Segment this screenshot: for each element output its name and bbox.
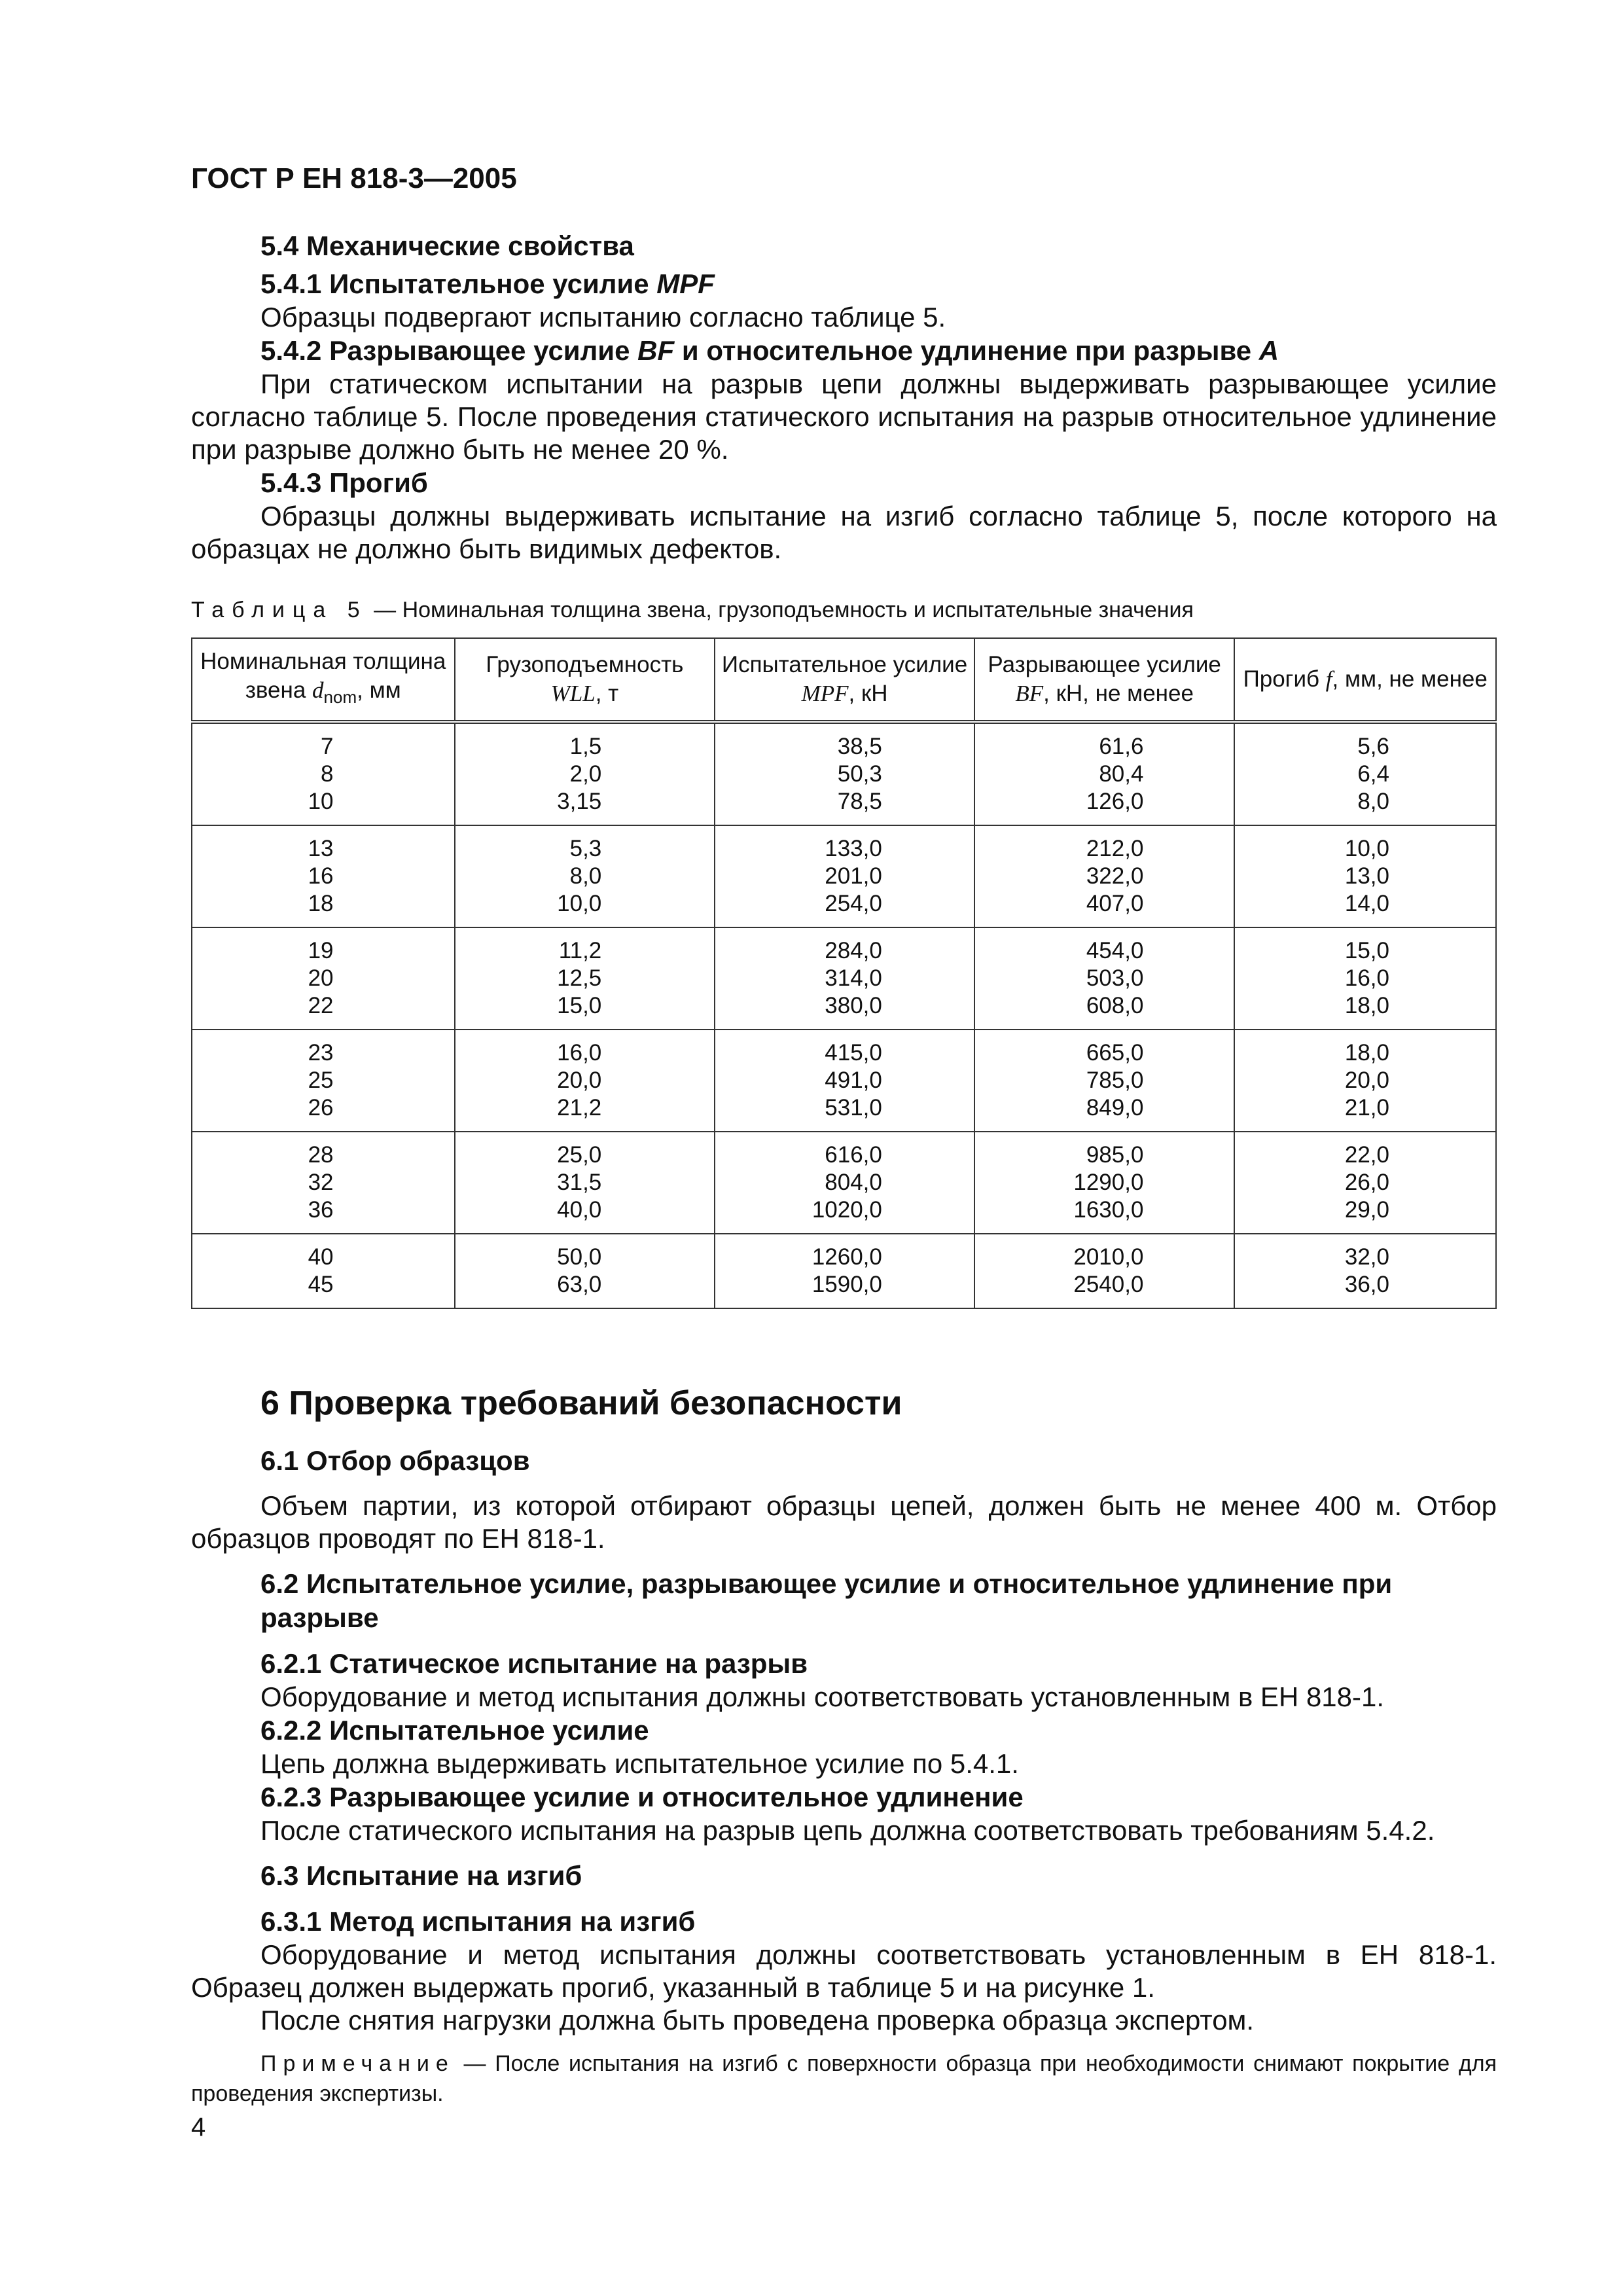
table-value: 36,0 [1344, 1272, 1389, 1297]
table-cell-d [192, 722, 455, 825]
table-value: 380,0 [825, 993, 882, 1018]
table-value: 11,2 [558, 938, 602, 963]
header-wll: Грузоподъемность WLL, т [455, 638, 715, 722]
table-value: 8 [321, 761, 334, 787]
table-value: 20,0 [557, 1067, 602, 1093]
section-6-3-title: 6.3 Испытание на изгиб [260, 1860, 582, 1891]
table-value: 21,0 [1344, 1095, 1389, 1121]
table-value: 804,0 [825, 1170, 882, 1195]
table-value: 40 [308, 1244, 334, 1270]
table-value: 25 [308, 1067, 334, 1093]
table-value: 63,0 [557, 1272, 602, 1297]
table-value: 1290,0 [1073, 1170, 1144, 1195]
table-value: 22 [308, 993, 334, 1018]
table-value: 284,0 [825, 938, 882, 963]
table-cell-bf [974, 927, 1235, 1030]
section-6-2-1-title: 6.2.1 Статическое испытание на разрыв [260, 1648, 808, 1679]
table-value: 22,0 [1344, 1142, 1389, 1168]
table-value: 50,3 [837, 761, 882, 787]
table-value: 616,0 [825, 1142, 882, 1168]
table-value: 849,0 [1086, 1095, 1144, 1121]
table-cell-wll [455, 722, 715, 825]
table-cell-bf [974, 1132, 1235, 1234]
table-value: 503,0 [1086, 965, 1144, 991]
table-value: 13 [308, 836, 334, 861]
table-cell-mpf [715, 1234, 974, 1308]
table-5-caption: Таблица 5 — Номинальная толщина звена, грузоподъемность и испытательные значения [191, 598, 1194, 622]
table-value: 28 [308, 1142, 334, 1168]
table-value: 8,0 [1357, 789, 1389, 814]
table-cell-wll [455, 1030, 715, 1132]
table-value: 1630,0 [1073, 1197, 1144, 1223]
note: Примечание — После испытания на изгиб с поверхности образца при необходимости снимают покрытие для проведения экспертизы. [191, 2051, 1497, 2106]
header-mpf: Испытательное усилие MPF, кН [715, 638, 974, 722]
table-cell-d [192, 825, 455, 927]
table-row-group [192, 1030, 1496, 1132]
table-value: 985,0 [1086, 1142, 1144, 1168]
table-value: 785,0 [1086, 1067, 1144, 1093]
table-value: 5,3 [569, 836, 602, 861]
table-value: 16,0 [1344, 965, 1389, 991]
table-value: 201,0 [825, 863, 882, 889]
document-code-header: ГОСТ Р ЕН 818-3—2005 [191, 162, 517, 194]
table-value: 18 [308, 891, 334, 916]
table-cell-f [1234, 825, 1496, 927]
table-cell-wll [455, 825, 715, 927]
table-value: 14,0 [1344, 891, 1389, 916]
section-5-4-3-text: Образцы должны выдерживать испытание на изгиб согласно таблице 5, после которого на образцах не должно быть видимых дефектов. [191, 501, 1497, 564]
table-cell-mpf [715, 1132, 974, 1234]
table-cell-d [192, 1030, 455, 1132]
table-value: 18,0 [1344, 993, 1389, 1018]
table-cell-bf [974, 722, 1235, 825]
table-value: 415,0 [825, 1040, 882, 1066]
table-value: 2010,0 [1073, 1244, 1144, 1270]
table-value: 5,6 [1357, 734, 1389, 759]
table-cell-mpf [715, 927, 974, 1030]
section-6-2-title: 6.2 Испытательное усилие, разрывающее усилие и относительное удлинение при разрыве [260, 1568, 1393, 1633]
table-value: 133,0 [825, 836, 882, 861]
table-value: 61,6 [1099, 734, 1144, 759]
table-value: 23 [308, 1040, 334, 1066]
table-header-row [192, 638, 1496, 722]
section-5-4-2-text: При статическом испытании на разрыв цепи должны выдерживать разрывающее усилие согласно таблице 5. После проведения статического испытания на разрыв относительное удлинение при разрыве должно быть не менее 20 %. [191, 368, 1497, 465]
section-6-1-text: Объем партии, из которой отбирают образцы цепей, должен быть не менее 400 м. Отбор образцов проводят по ЕН 818-1. [191, 1490, 1497, 1554]
table-cell-f [1234, 722, 1496, 825]
table-value: 40,0 [557, 1197, 602, 1223]
header-bf: Разрывающее усилие BF, кН, не менее [974, 638, 1235, 722]
section-5-4-1-text: Образцы подвергают испытанию согласно таблице 5. [260, 302, 946, 332]
table-value: 78,5 [837, 789, 882, 814]
section-6-3-1-text-1: Оборудование и метод испытания должны соответствовать установленным в ЕН 818-1. Образец должен выдержать прогиб, указанный в таблице 5 и на рисунке 1. [191, 1939, 1497, 2003]
table-value: 50,0 [557, 1244, 602, 1270]
table-value: 531,0 [825, 1095, 882, 1121]
table-value: 16,0 [557, 1040, 602, 1066]
table-value: 665,0 [1086, 1040, 1144, 1066]
section-6-title: 6 Проверка требований безопасности [260, 1384, 902, 1422]
section-5-4-title: 5.4 Механические свойства [260, 230, 634, 261]
table-value: 7 [321, 734, 334, 759]
table-value: 212,0 [1086, 836, 1144, 861]
table-value: 126,0 [1086, 789, 1144, 814]
table-cell-f [1234, 1030, 1496, 1132]
table-value: 16 [308, 863, 334, 889]
table-value: 1020,0 [812, 1197, 882, 1223]
table-cell-mpf [715, 825, 974, 927]
table-cell-wll [455, 1132, 715, 1234]
table-value: 15,0 [1344, 938, 1389, 963]
table-value: 36 [308, 1197, 334, 1223]
section-5-4-3-title: 5.4.3 Прогиб [260, 467, 428, 498]
table-value: 608,0 [1086, 993, 1144, 1018]
table-value: 26,0 [1344, 1170, 1389, 1195]
table-cell-bf [974, 825, 1235, 927]
section-6-1-title: 6.1 Отбор образцов [260, 1445, 530, 1476]
table-row-group [192, 1132, 1496, 1234]
table-value: 10 [308, 789, 334, 814]
section-6-2-3-title: 6.2.3 Разрывающее усилие и относительное удлинение [260, 1782, 1024, 1812]
table-cell-wll [455, 1234, 715, 1308]
table-value: 20 [308, 965, 334, 991]
table-row-group [192, 825, 1496, 927]
table-row-group [192, 927, 1496, 1030]
table-value: 491,0 [825, 1067, 882, 1093]
table-cell-f [1234, 1234, 1496, 1308]
table-cell-f [1234, 1132, 1496, 1234]
table-value: 38,5 [837, 734, 882, 759]
table-value: 254,0 [825, 891, 882, 916]
table-value: 29,0 [1344, 1197, 1389, 1223]
table-value: 322,0 [1086, 863, 1144, 889]
table-value: 10,0 [1344, 836, 1389, 861]
table-row-group [192, 722, 1496, 825]
table-value: 6,4 [1357, 761, 1389, 787]
table-value: 32 [308, 1170, 334, 1195]
table-value: 19 [308, 938, 334, 963]
table-cell-bf [974, 1030, 1235, 1132]
table-value: 2540,0 [1073, 1272, 1144, 1297]
table-row-group [192, 1234, 1496, 1308]
table-value: 2,0 [569, 761, 602, 787]
section-6-2-2-text: Цепь должна выдерживать испытательное усилие по 5.4.1. [260, 1748, 1019, 1779]
header-link-thickness: Номинальная толщина звена $d_{nom}$, мм [192, 638, 455, 722]
table-cell-bf [974, 1234, 1235, 1308]
section-6-2-1-text: Оборудование и метод испытания должны соответствовать установленным в ЕН 818-1. [260, 1681, 1385, 1712]
table-value: 26 [308, 1095, 334, 1121]
table-value: 45 [308, 1272, 334, 1297]
table-value: 20,0 [1344, 1067, 1389, 1093]
table-cell-d [192, 1234, 455, 1308]
table-value: 1590,0 [812, 1272, 882, 1297]
table-value: 1,5 [569, 734, 602, 759]
table-value: 80,4 [1099, 761, 1144, 787]
table-value: 32,0 [1344, 1244, 1389, 1270]
section-6-2-2-title: 6.2.2 Испытательное усилие [260, 1715, 649, 1746]
table-5 [191, 637, 1497, 1309]
table-value: 3,15 [557, 789, 602, 814]
table-value: 1260,0 [812, 1244, 882, 1270]
table-value: 21,2 [557, 1095, 602, 1121]
table-value: 31,5 [557, 1170, 602, 1195]
table-cell-mpf [715, 722, 974, 825]
table-cell-wll [455, 927, 715, 1030]
table-value: 8,0 [569, 863, 602, 889]
table-cell-mpf [715, 1030, 974, 1132]
page-number: 4 [191, 2113, 206, 2142]
section-5-4-2-title: 5.4.2 Разрывающее усилие BF и относительное удлинение при разрыве A [260, 335, 1279, 366]
table-value: 25,0 [557, 1142, 602, 1168]
page-content [191, 229, 1497, 2109]
table-value: 10,0 [557, 891, 602, 916]
header-deflection: Прогиб f, мм, не менее [1234, 638, 1496, 722]
table-value: 314,0 [825, 965, 882, 991]
table-cell-f [1234, 927, 1496, 1030]
section-6-3-1-text-2: После снятия нагрузки должна быть проведена проверка образца экспертом. [260, 2005, 1255, 2036]
section-6-3-1-title: 6.3.1 Метод испытания на изгиб [260, 1906, 696, 1937]
section-6-2-3-text: После статического испытания на разрыв цепь должна соответствовать требованиям 5.4.2. [260, 1815, 1435, 1846]
table-value: 15,0 [557, 993, 602, 1018]
table-value: 407,0 [1086, 891, 1144, 916]
table-cell-d [192, 927, 455, 1030]
table-value: 12,5 [557, 965, 602, 991]
table-cell-d [192, 1132, 455, 1234]
table-value: 13,0 [1344, 863, 1389, 889]
table-value: 454,0 [1086, 938, 1144, 963]
section-5-4-1-title: 5.4.1 Испытательное усилие MPF [260, 268, 715, 299]
table-value: 18,0 [1344, 1040, 1389, 1066]
